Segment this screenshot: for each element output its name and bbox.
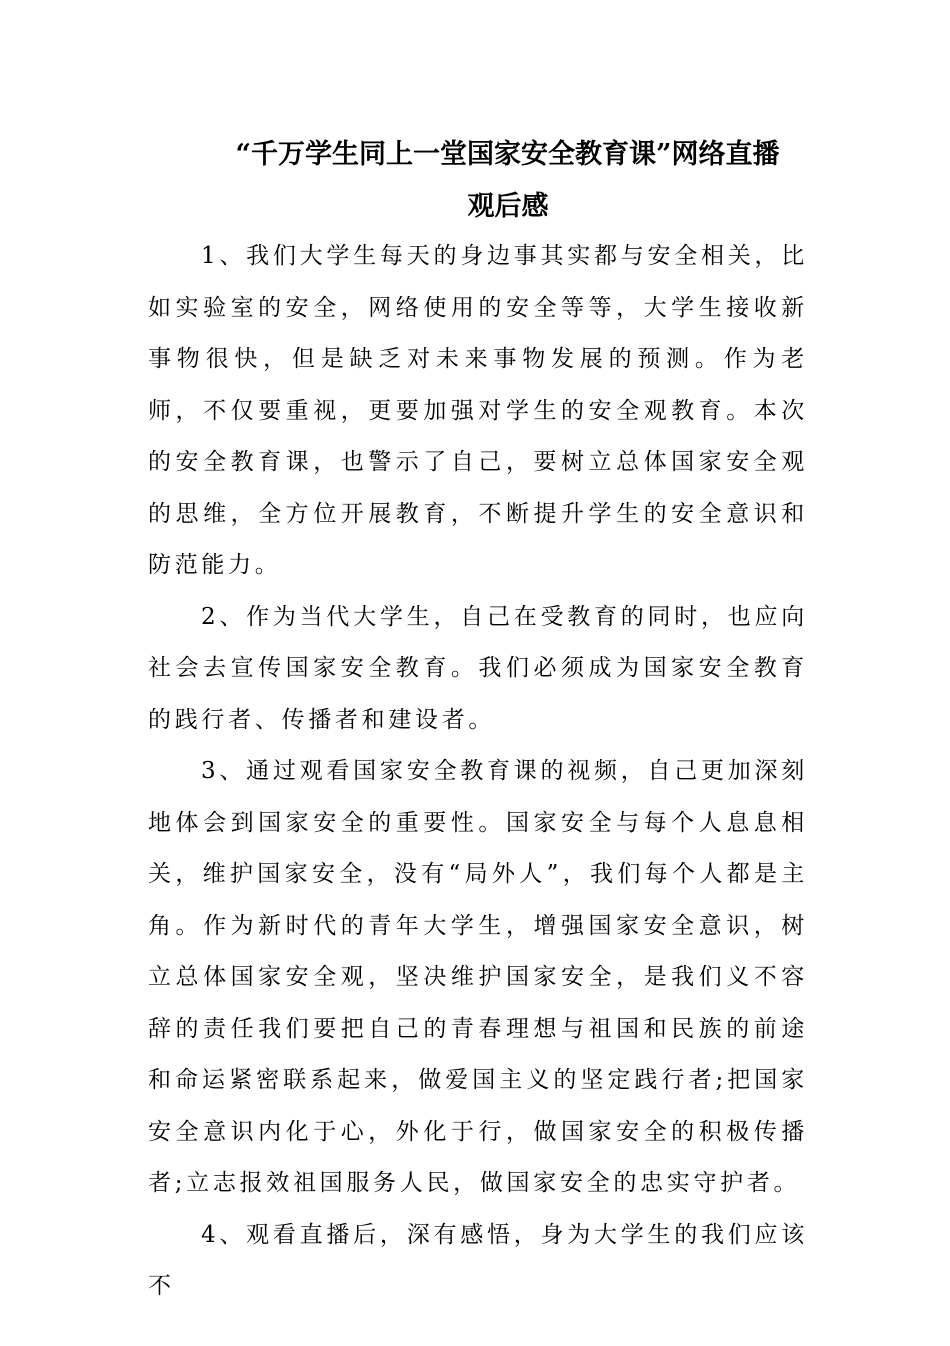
document-title-line-1: “千万学生同上一堂国家安全教育课”网络直播 [235, 139, 780, 170]
document-title-line-2: 观后感 [467, 191, 549, 222]
paragraph-1: 1、我们大学生每天的身边事其实都与安全相关，比如实验室的安全，网络使用的安全等等，大学生接收新事物很快，但是缺乏对未来事物发展的预测。作为老师，不仅要重视，更要加强对学生的安全观教育。本次的安全教育课，也警示了自己，要树立总体国家安全观的思维，全方位开展教育，不断提升学生的安全意识和防范能力。 [148, 243, 808, 578]
document-body [148, 231, 808, 1313]
paragraph-4: 4、观看直播后，深有感悟，身为大学生的我们应该不 [148, 1221, 808, 1299]
paragraph-3: 3、通过观看国家安全教育课的视频，自己更加深刻地体会到国家安全的重要性。国家安全与每个人息息相关，维护国家安全，没有“局外人”，我们每个人都是主角。作为新时代的青年大学生，增强国家安全意识，树立总体国家安全观，坚决维护国家安全，是我们义不容辞的责任我们要把自己的青春理想与祖国和民族的前途和命运紧密联系起来，做爱国主义的坚定践行者;把国家安全意识内化于心，外化于行，做国家安全的积极传播者;立志报效祖国服务人民，做国家安全的忠实守护者。 [148, 758, 808, 1196]
paragraph-2: 2、作为当代大学生，自己在受教育的同时，也应向社会去宣传国家安全教育。我们必须成为国家安全教育的践行者、传播者和建设者。 [148, 603, 808, 733]
